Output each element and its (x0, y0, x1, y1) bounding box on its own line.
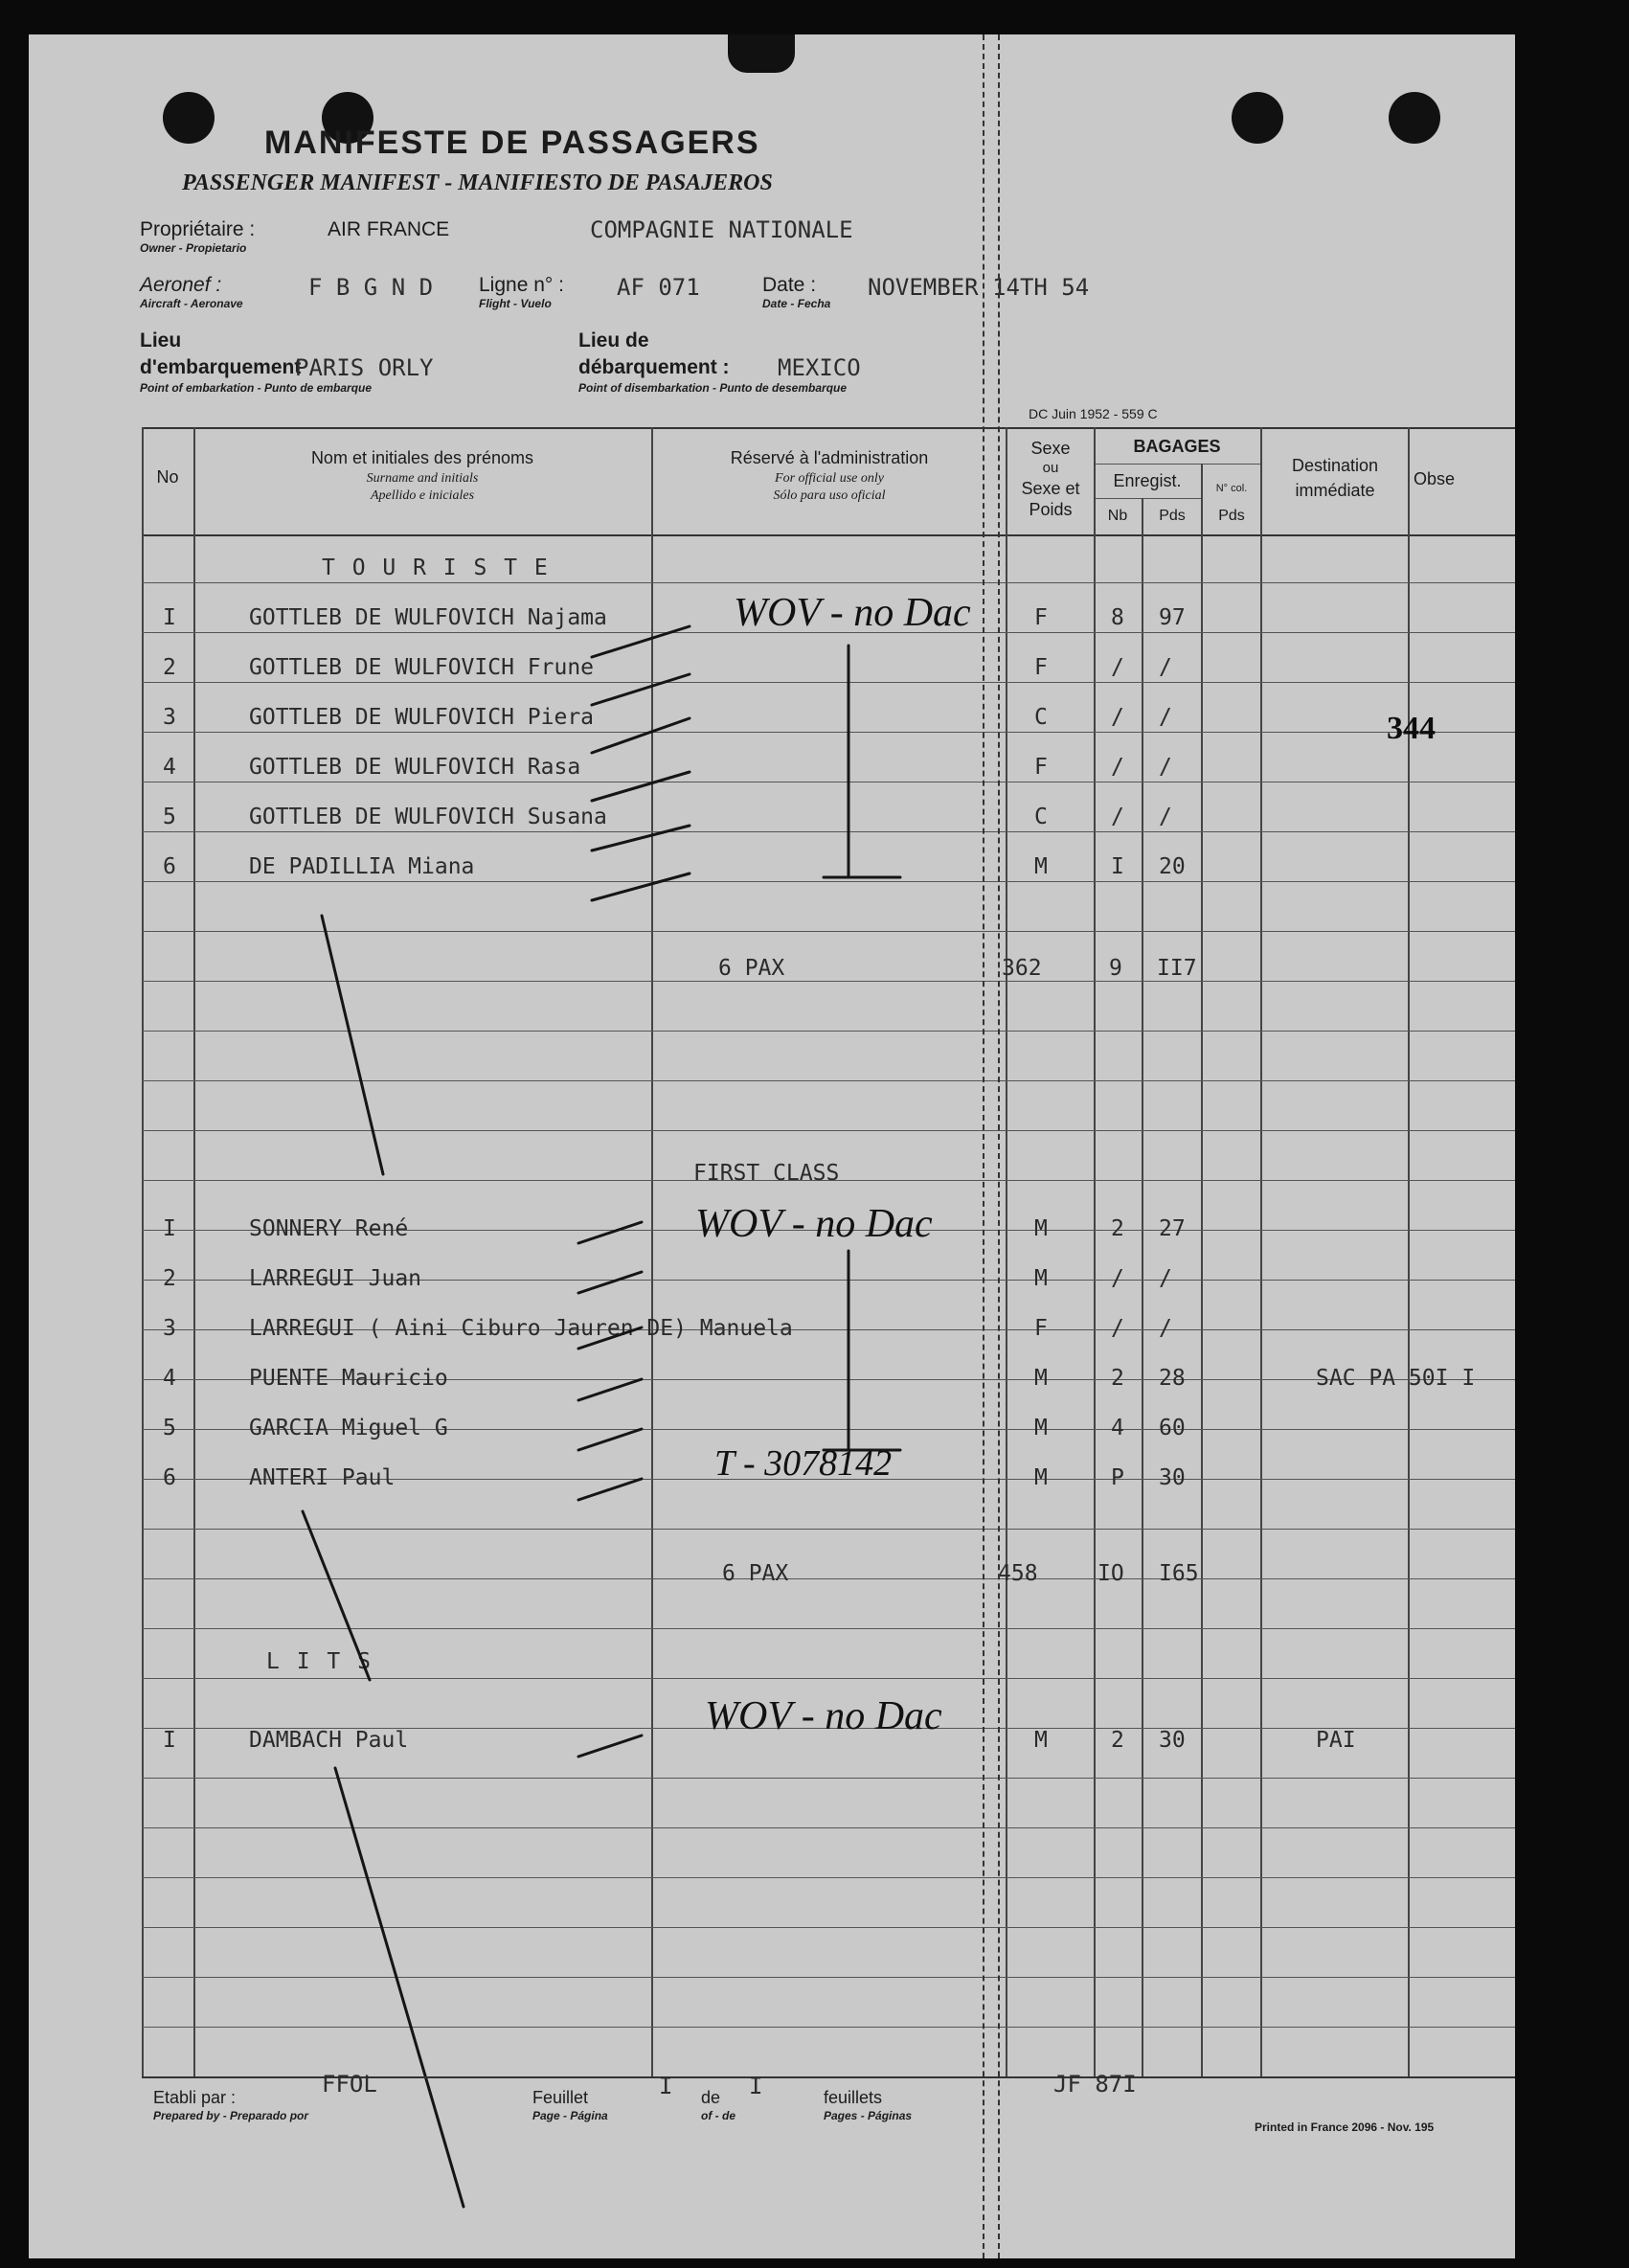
passenger-name: LARREGUI ( Aini Ciburo Jauren DE) Manuela (249, 1316, 793, 1341)
header-admin-sub1: For official use only (775, 471, 884, 486)
header-pds2: Pds (1218, 508, 1245, 524)
header-admin-sub2: Sólo para uso oficial (773, 488, 886, 503)
date-value: NOVEMBER 14TH 54 (868, 274, 1090, 301)
passenger-name: GARCIA Miguel G (249, 1416, 448, 1440)
passenger-sex: F (1034, 755, 1048, 780)
form-subtitle: PASSENGER MANIFEST - MANIFIESTO DE PASAJEROS (182, 170, 773, 195)
baggage-weight: / (1159, 755, 1172, 780)
passenger-number: 2 (163, 655, 176, 680)
header-poids: Poids (1029, 500, 1073, 519)
disembark-sub: Point of disembarkation - Punto de desembarque (578, 381, 848, 395)
embark-label-1: Lieu (140, 329, 182, 352)
baggage-weight: 28 (1159, 1366, 1186, 1391)
baggage-weight: / (1159, 705, 1172, 730)
embark-sub: Point of embarkation - Punto de embarque (140, 381, 373, 395)
total-pax: 6 PAX (718, 956, 785, 981)
passenger-name: LARREGUI Juan (249, 1266, 422, 1291)
feuillets-label: feuillets (824, 2088, 883, 2107)
baggage-weight: / (1159, 1316, 1172, 1341)
baggage-count: I (1111, 854, 1124, 879)
passenger-number: 3 (163, 1316, 176, 1341)
feuillets-sub: Pages - Páginas (824, 2109, 913, 2122)
passenger-sex: M (1034, 1416, 1048, 1440)
passenger-sex: M (1034, 1465, 1048, 1490)
passenger-number: 4 (163, 755, 176, 780)
baggage-count: 4 (1111, 1416, 1124, 1440)
page-number: 344 (1387, 711, 1436, 746)
handwritten-stamp: WOV - no Dac (705, 1694, 942, 1738)
baggage-count: 2 (1111, 1366, 1124, 1391)
handwritten-stamp: WOV - no Dac (734, 591, 971, 635)
destination: PAI (1316, 1728, 1356, 1753)
aircraft-value: F B G N D (308, 274, 434, 301)
passenger-number: 6 (163, 854, 176, 879)
total-nb: 9 (1109, 956, 1122, 981)
feuillet-label: Feuillet (532, 2088, 589, 2107)
passenger-number: 5 (163, 1416, 176, 1440)
header-bagages: BAGAGES (1133, 437, 1221, 456)
passenger-number: 3 (163, 705, 176, 730)
owner-label: Propriétaire : (140, 218, 256, 240)
baggage-weight: 20 (1159, 854, 1186, 879)
header-name-sub1: Surname and initials (366, 471, 479, 486)
passenger-name: DAMBACH Paul (249, 1728, 409, 1753)
total-pax: 6 PAX (722, 1561, 789, 1586)
passenger-sex: F (1034, 655, 1048, 680)
baggage-weight: 30 (1159, 1728, 1186, 1753)
baggage-weight: 30 (1159, 1465, 1186, 1490)
line-sub: Flight - Vuelo (479, 297, 552, 310)
total-nb: IO (1097, 1561, 1124, 1586)
baggage-count: P (1111, 1465, 1124, 1490)
section-heading-touriste: T O U R I S T E (322, 556, 550, 580)
embark-value: PARIS ORLY (295, 354, 434, 381)
de-sub: of - de (701, 2109, 735, 2122)
baggage-count: / (1111, 655, 1124, 680)
header-admin: Réservé à l'administration (730, 448, 929, 467)
passenger-number: I (163, 605, 176, 630)
destination: SAC PA 50I I (1316, 1366, 1476, 1391)
passenger-name: ANTERI Paul (249, 1465, 396, 1490)
header-pds: Pds (1159, 508, 1186, 524)
passenger-sex: M (1034, 854, 1048, 879)
baggage-weight: 97 (1159, 605, 1186, 630)
baggage-count: 2 (1111, 1216, 1124, 1241)
baggage-weight: / (1159, 805, 1172, 829)
handwritten-stamp: WOV - no Dac (695, 1202, 933, 1246)
total-pds: II7 (1157, 956, 1197, 981)
de-value: I (749, 2073, 763, 2099)
baggage-weight: / (1159, 1266, 1172, 1291)
header-sexe-et: Sexe et (1021, 479, 1080, 498)
baggage-weight: / (1159, 655, 1172, 680)
etabli-label: Etabli par : (153, 2088, 237, 2107)
header-ou: ou (1042, 460, 1059, 476)
header-immediate: immédiate (1295, 481, 1375, 500)
total-weight: 458 (998, 1561, 1038, 1586)
passenger-number: 4 (163, 1366, 176, 1391)
passenger-sex: F (1034, 605, 1048, 630)
feuillet-sub: Page - Página (532, 2109, 608, 2122)
passenger-sex: C (1034, 705, 1048, 730)
de-label: de (701, 2088, 721, 2107)
etabli-sub: Prepared by - Preparado por (153, 2109, 309, 2122)
embark-label-2: d'embarquement (140, 356, 302, 378)
passenger-name: GOTTLEB DE WULFOVICH Rasa (249, 755, 581, 780)
section-heading-first-class: FIRST CLASS (693, 1161, 840, 1186)
passenger-name: GOTTLEB DE WULFOVICH Piera (249, 705, 595, 730)
passenger-sex: F (1034, 1316, 1048, 1341)
passenger-name: SONNERY René (249, 1216, 409, 1241)
date-label: Date : (762, 274, 817, 296)
pen-marks (29, 34, 1515, 2258)
baggage-count: / (1111, 1316, 1124, 1341)
printed-note: Printed in France 2096 - Nov. 195 (1255, 2121, 1435, 2134)
line-label: Ligne n° : (479, 274, 564, 296)
header-nb: Nb (1107, 508, 1128, 524)
disembark-label-1: Lieu de (578, 329, 649, 352)
etabli-value: FFOL (322, 2071, 377, 2098)
header-destination: Destination (1291, 456, 1379, 475)
disembark-label-2: débarquement : (578, 356, 730, 378)
owner-sub: Owner - Propietario (140, 241, 247, 255)
baggage-count: 2 (1111, 1728, 1124, 1753)
passenger-sex: M (1034, 1366, 1048, 1391)
form-title: MANIFESTE DE PASSAGERS (264, 125, 760, 161)
header-name-sub2: Apellido e iniciales (370, 488, 475, 503)
aircraft-sub: Aircraft - Aeronave (140, 297, 243, 310)
manifest-sheet (29, 34, 1515, 2258)
header-nocol: N° col. (1215, 483, 1248, 494)
feuillet-value: I (659, 2073, 673, 2099)
section-heading-lits: L I T S (266, 1649, 373, 1674)
baggage-count: 8 (1111, 605, 1124, 630)
baggage-count: / (1111, 755, 1124, 780)
baggage-count: / (1111, 805, 1124, 829)
header-no: No (156, 467, 179, 487)
total-pds: I65 (1159, 1561, 1199, 1586)
passenger-name: DE PADILLIA Miana (249, 854, 475, 879)
passenger-name: GOTTLEB DE WULFOVICH Frune (249, 655, 595, 680)
passenger-sex: M (1034, 1216, 1048, 1241)
passenger-name: PUENTE Mauricio (249, 1366, 448, 1391)
passenger-number: 2 (163, 1266, 176, 1291)
passenger-sex: M (1034, 1266, 1048, 1291)
line-value: AF 071 (617, 274, 700, 301)
header-name: Nom et initiales des prénoms (310, 448, 534, 467)
baggage-weight: 27 (1159, 1216, 1186, 1241)
binding-perforation (983, 34, 1000, 2258)
passenger-number: I (163, 1216, 176, 1241)
passenger-sex: C (1034, 805, 1048, 829)
passenger-name: GOTTLEB DE WULFOVICH Susana (249, 805, 607, 829)
passenger-name: GOTTLEB DE WULFOVICH Najama (249, 605, 607, 630)
form-reference: JF 87I (1053, 2071, 1137, 2098)
passenger-number: 6 (163, 1465, 176, 1490)
header-observations: Obse (1414, 469, 1456, 488)
aircraft-label: Aeronef : (140, 274, 222, 296)
baggage-weight: 60 (1159, 1416, 1186, 1440)
passenger-sex: M (1034, 1728, 1048, 1753)
date-sub: Date - Fecha (762, 297, 831, 310)
owner-typed: COMPAGNIE NATIONALE (590, 216, 853, 243)
passenger-number: 5 (163, 805, 176, 829)
form-code: DC Juin 1952 - 559 C (1029, 406, 1158, 421)
header-enreg: Enregist. (1113, 471, 1182, 490)
baggage-count: / (1111, 705, 1124, 730)
passenger-number: I (163, 1728, 176, 1753)
header-sexe: Sexe (1030, 439, 1071, 458)
handwritten-ticket: T - 3078142 (714, 1443, 893, 1484)
disembark-value: MEXICO (778, 354, 861, 381)
baggage-count: / (1111, 1266, 1124, 1291)
total-weight: 362 (1002, 956, 1042, 981)
owner-value: AIR FRANCE (328, 218, 450, 240)
